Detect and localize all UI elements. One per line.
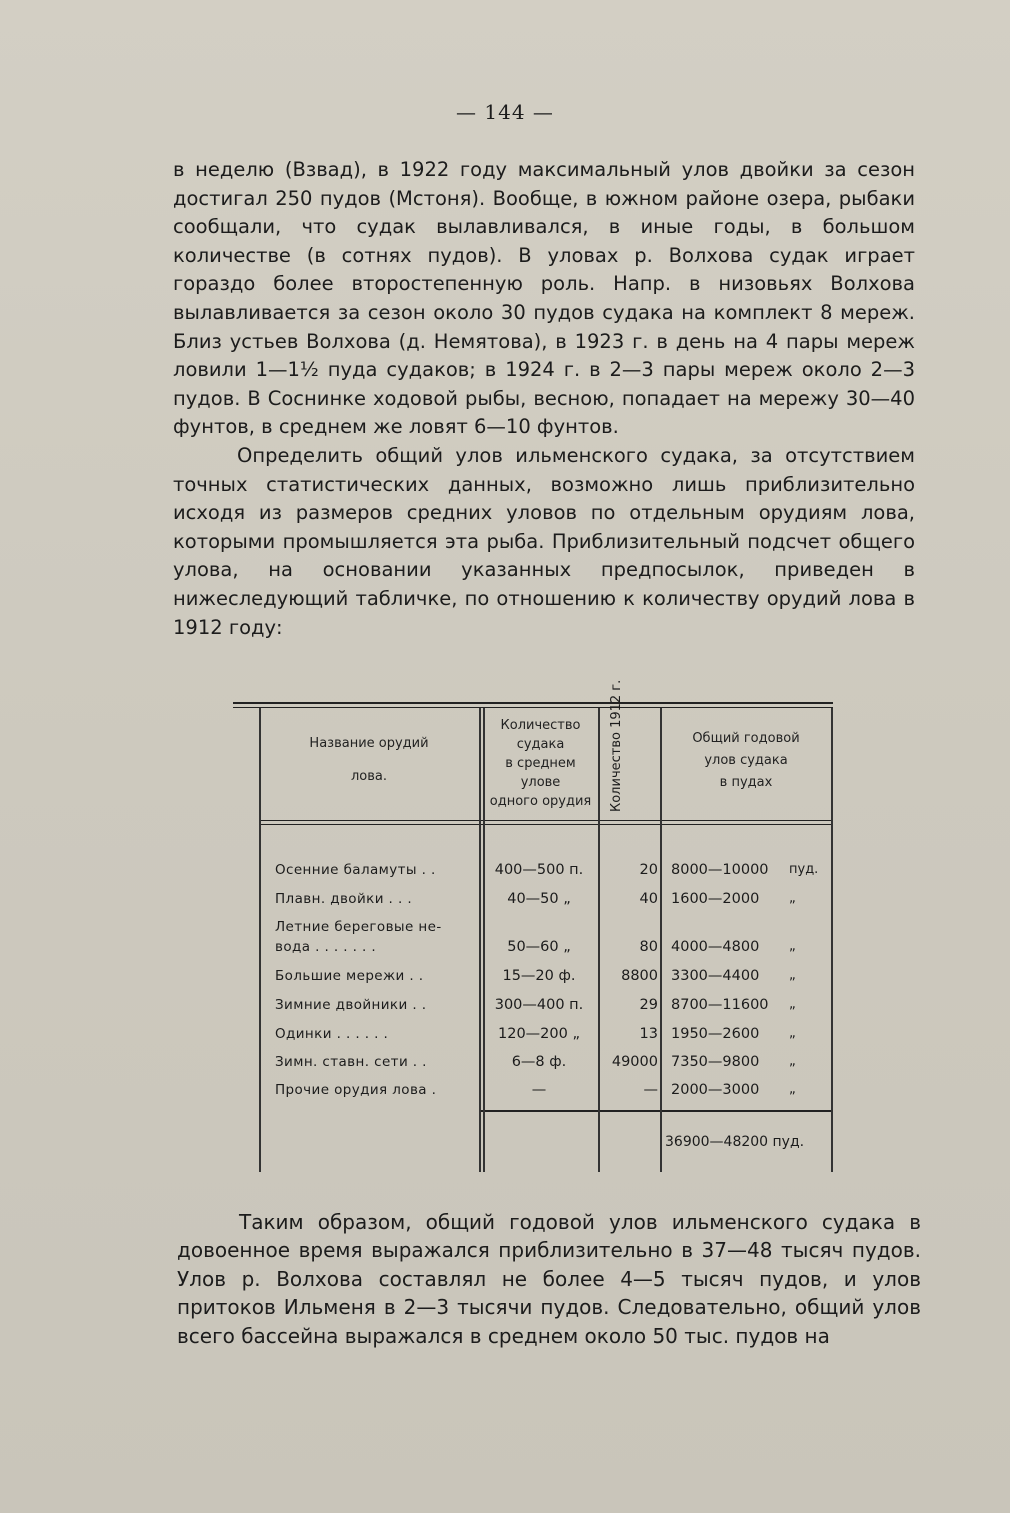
table-top-rule [233, 707, 833, 708]
paragraph: Определить общий улов ильменского судака, за отсутствием точных статистических данных, возможно лишь приблизительно исходя из размеров средних уловов по отдельным орудиям лова, которыми промышляется эта рыба. Приблизительный подсчет общего улова, на основании указанных предпосылок, приведен в нижеследующий табличке, по отношению к количеству орудий лова в 1912 году: [173, 443, 915, 639]
table-row: Осенние баламуты . . 400—500 п. 20 8000—10000 пуд. [275, 862, 819, 878]
table-row: Одинки . . . . . . 120—200 „ 13 1950—2600 „ [275, 1026, 796, 1042]
table-top-rule [233, 702, 833, 704]
paragraph: Таким образом, общий годовой улов ильменского судака в довоенное время выражался приблизительно в 37—48 тысяч пудов. Улов р. Волхова составлял не более 4—5 тысяч пудов, и улов притоков Ильменя в 2—3 тысячи пудов. Следовательно, общий улов всего бассейна выражался в среднем около 50 тыс. пудов на [177, 1210, 921, 1348]
table-row: Летние береговые не- вода . . . . . . . 50—60 „ 80 4000—4800 „ [275, 919, 796, 955]
paragraph: в неделю (Взвад), в 1922 году максимальный улов двойки за сезон достигал 250 пудов (Мстоня). Вообще, в южном районе озера, рыбаки сообщали, что судак вылавливался, в иные годы, в большом количестве (в сотнях пудов). В уловах р. Волхова судак играет гораздо более второстепенную роль. Напр. в низовьях Волхова вылавливается за сезон около 30 пудов судака на комплект 8 мереж. Близ устьев Волхова (д. Немятова), в 1923 г. в день на 4 пары мереж ловили 1—1½ пуда судаков; в 1924 г. в 2—3 пары мереж около 2—3 пудов. В Соснинке ходовой рыбы, весною, попадает на мережу 30—40 фунтов, в среднем же ловят 6—10 фунтов. [173, 158, 915, 439]
total-rule [481, 1110, 833, 1112]
header-rule [261, 820, 831, 821]
header-name: Название орудий лова. [309, 736, 429, 784]
page-number: — 144 — [456, 100, 554, 124]
table-row: Плавн. двойки . . . 40—50 „ 40 1600—2000 „ [275, 891, 796, 907]
table-row: Зимние двойники . . 300—400 п. 29 8700—11600 „ [275, 997, 796, 1013]
header-count: Количество 1912 г. [609, 679, 624, 812]
header-total: Общий годовой улов судака в пудах [692, 731, 800, 790]
table-row: Зимн. ставн. сети . . 6—8 ф. 49000 7350—9800 „ [275, 1054, 796, 1070]
header-avg: Количество судака в среднем улове одного орудия [489, 718, 592, 809]
text-block-bottom [177, 1208, 921, 1350]
header-rule [261, 824, 831, 825]
catch-table [233, 679, 833, 1175]
table-row: Большие мережи . . 15—20 ф. 8800 3300—4400 „ [275, 968, 796, 984]
text-block-top [173, 156, 915, 642]
grand-total: 36900—48200 пуд. [665, 1134, 805, 1150]
table-row: Прочие орудия лова . — — 2000—3000 „ [275, 1082, 796, 1098]
